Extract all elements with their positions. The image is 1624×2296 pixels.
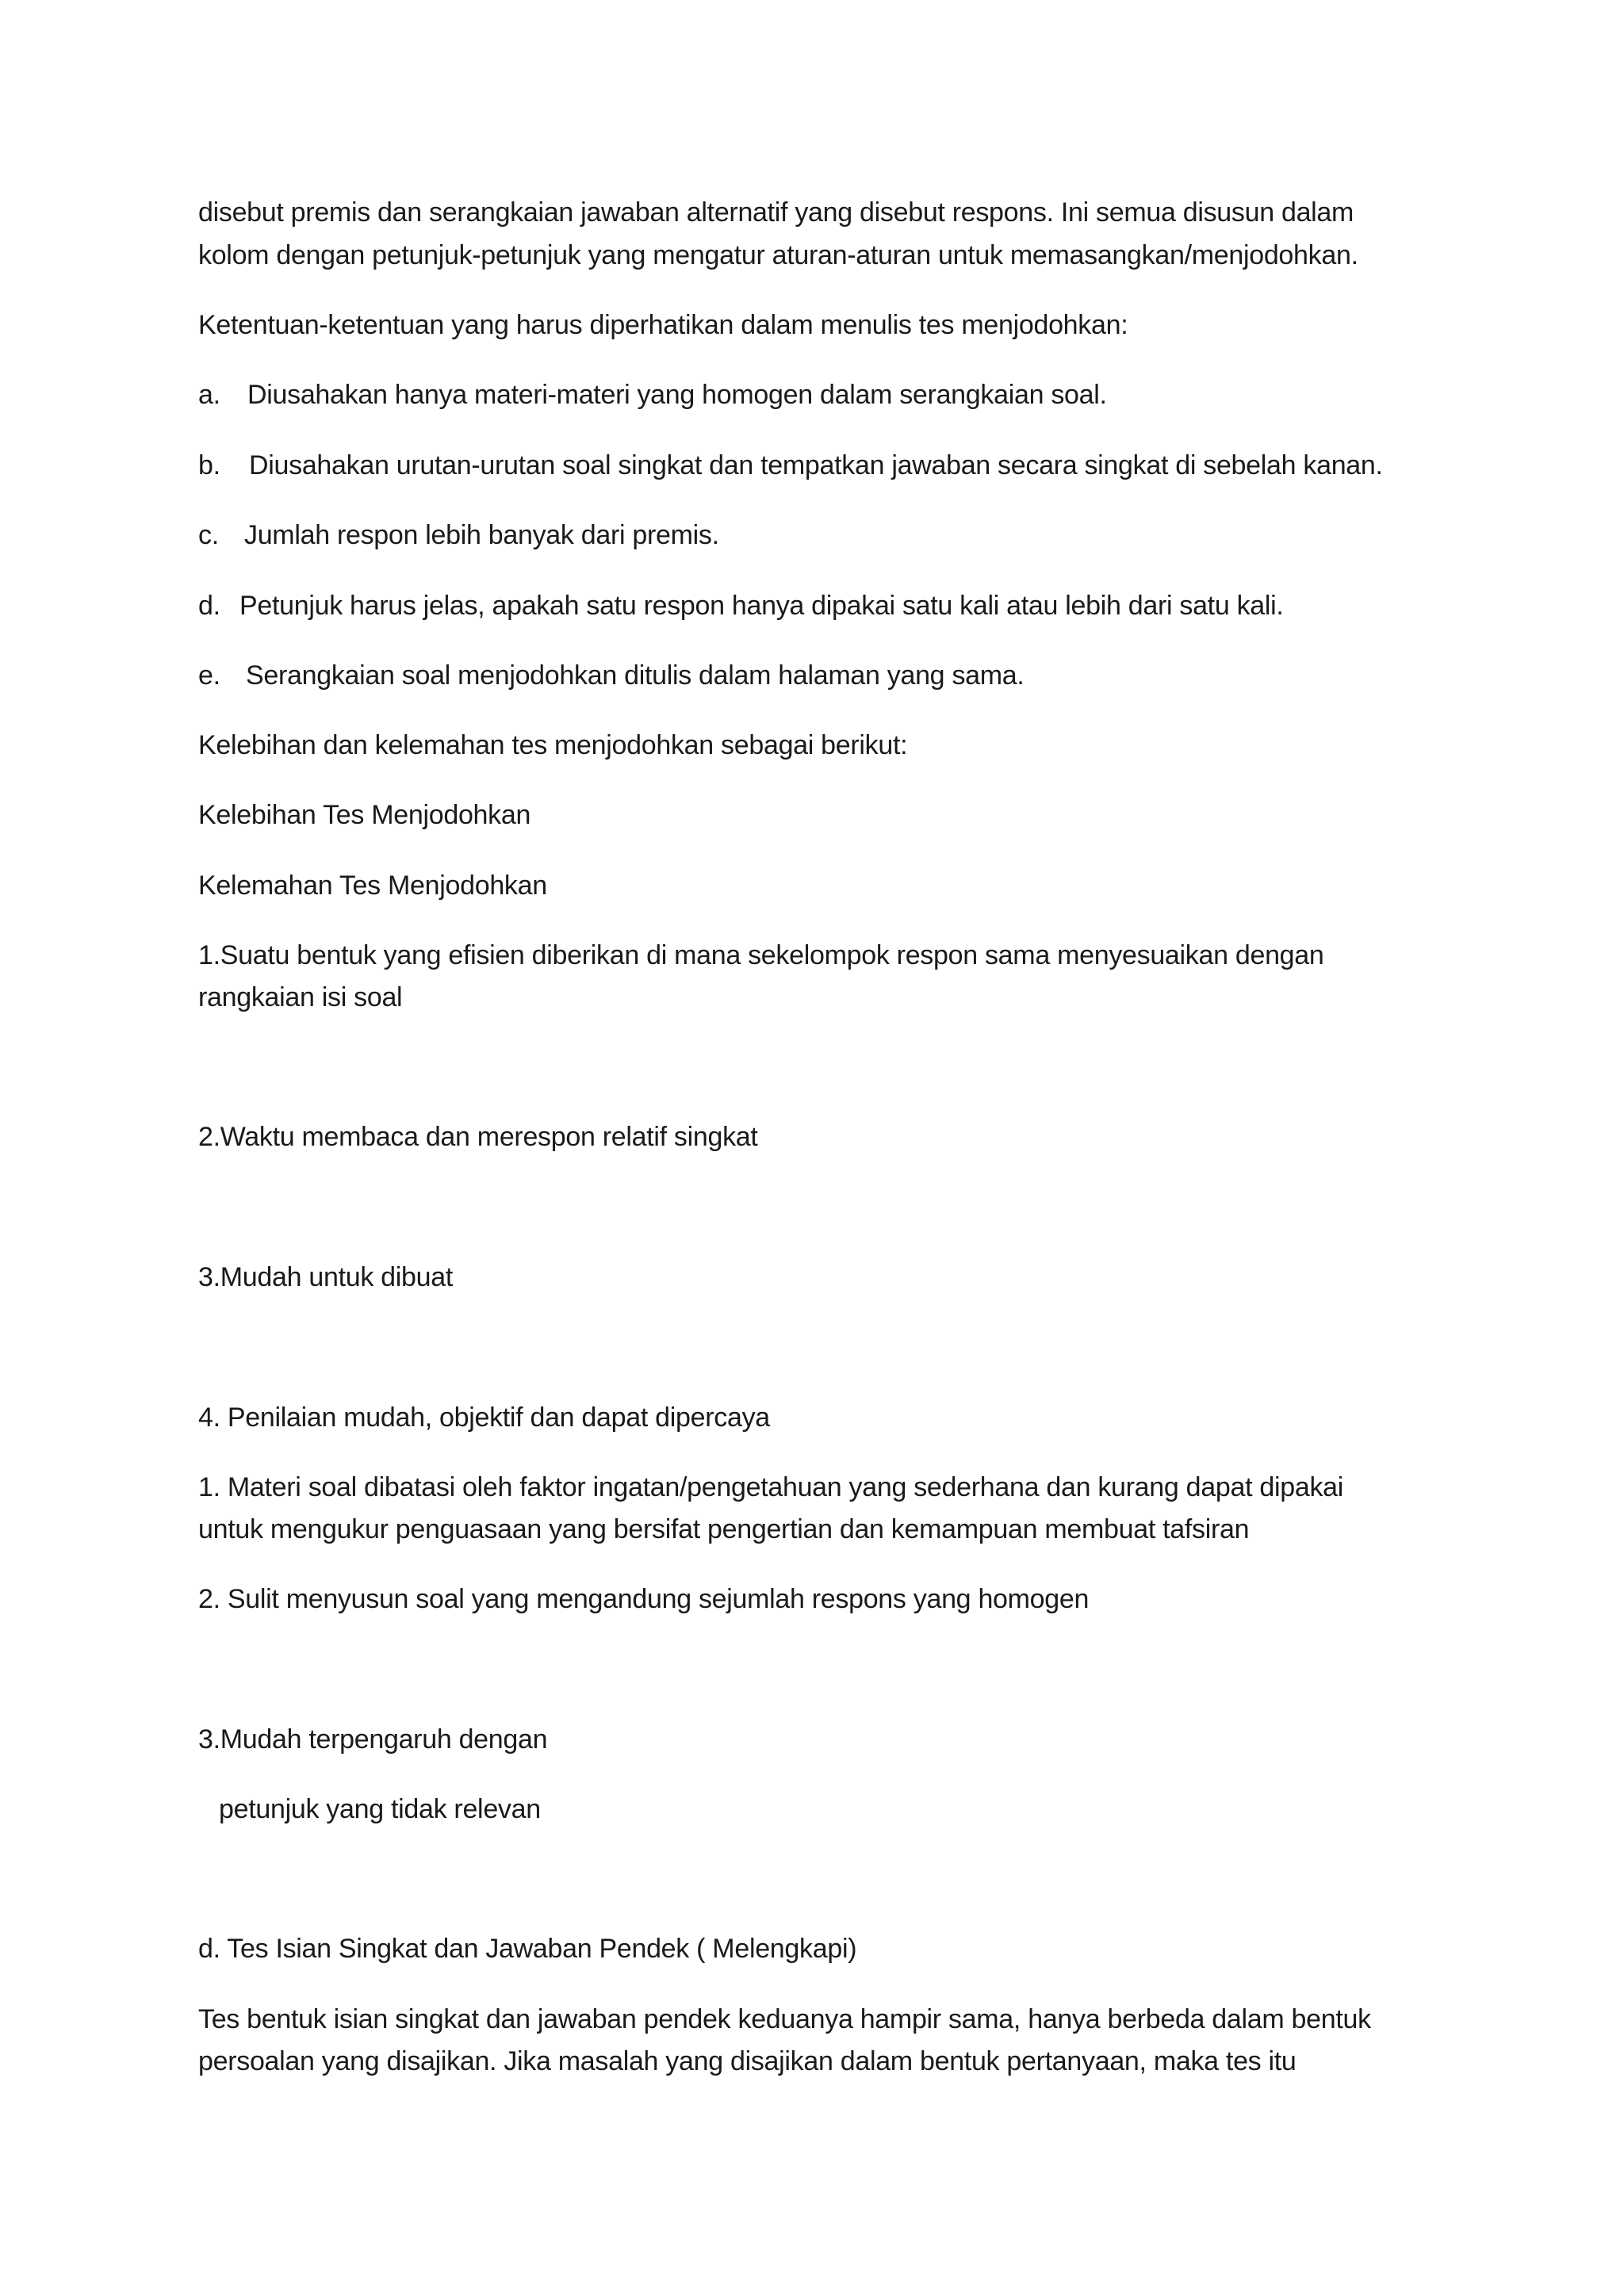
- list-marker: e.: [198, 660, 220, 691]
- list-item-text: Jumlah respon lebih banyak dari premis.: [244, 520, 719, 550]
- list-marker: b.: [198, 450, 220, 480]
- weakness-item-continued: untuk mengukur penguasaan yang bersifat pengertian dan kemampuan membuat tafsiran: [198, 1514, 1250, 1544]
- advantage-item: 1.Suatu bentuk yang efisien diberikan di mana sekelompok respon sama menyesuaikan dengan: [198, 940, 1324, 970]
- heading-weaknesses: Kelemahan Tes Menjodohkan: [198, 871, 547, 901]
- rule-item-c: [198, 515, 1467, 556]
- paragraph-line: kolom dengan petunjuk-petunjuk yang mengatur aturan-aturan untuk memasangkan/menjodohkan.: [198, 240, 1358, 270]
- paragraph-line: disebut premis dan serangkaian jawaban alternatif yang disebut respons. Ini semua disusun dalam: [198, 197, 1354, 228]
- paragraph-line: Tes bentuk isian singkat dan jawaban pendek keduanya hampir sama, hanya berbeda dalam bentuk: [198, 2004, 1371, 2034]
- paragraph-line: persoalan yang disajikan. Jika masalah yang disajikan dalam bentuk pertanyaan, maka tes itu: [198, 2046, 1297, 2076]
- weakness-item: 1. Materi soal dibatasi oleh faktor ingatan/pengetahuan yang sederhana dan kurang dapat dipakai: [198, 1472, 1344, 1502]
- rule-item-b: [198, 445, 1467, 486]
- weakness-item: 2. Sulit menyusun soal yang mengandung sejumlah respons yang homogen: [198, 1584, 1090, 1614]
- heading-advantages: Kelebihan Tes Menjodohkan: [198, 800, 531, 830]
- weakness-item: 3.Mudah terpengaruh dengan: [198, 1724, 548, 1755]
- section-heading: d. Tes Isian Singkat dan Jawaban Pendek ( Melengkapi): [198, 1934, 857, 1964]
- paragraph-line: Ketentuan-ketentuan yang harus diperhatikan dalam menulis tes menjodohkan:: [198, 310, 1128, 340]
- rule-item-a: [198, 374, 1467, 415]
- rule-item-e: [198, 655, 1467, 696]
- list-marker: c.: [198, 520, 219, 550]
- list-item-text: Diusahakan urutan-urutan soal singkat dan tempatkan jawaban secara singkat di sebelah kanan.: [249, 450, 1383, 480]
- list-item-text: Petunjuk harus jelas, apakah satu respon hanya dipakai satu kali atau lebih dari satu kali.: [239, 591, 1284, 621]
- advantage-item: 3.Mudah untuk dibuat: [198, 1262, 454, 1292]
- list-item-text: Serangkaian soal menjodohkan ditulis dalam halaman yang sama.: [246, 660, 1025, 691]
- advantage-item-continued: rangkaian isi soal: [198, 982, 403, 1012]
- weakness-item-continued: petunjuk yang tidak relevan: [219, 1794, 541, 1824]
- list-marker: a.: [198, 380, 220, 410]
- list-item-text: Diusahakan hanya materi-materi yang homogen dalam serangkaian soal.: [247, 380, 1107, 410]
- paragraph-line: Kelebihan dan kelemahan tes menjodohkan sebagai berikut:: [198, 730, 908, 760]
- advantage-item: 4. Penilaian mudah, objektif dan dapat dipercaya: [198, 1402, 770, 1433]
- advantage-item: 2.Waktu membaca dan merespon relatif singkat: [198, 1122, 758, 1152]
- list-marker: d.: [198, 591, 220, 621]
- rule-item-d: [198, 585, 1467, 626]
